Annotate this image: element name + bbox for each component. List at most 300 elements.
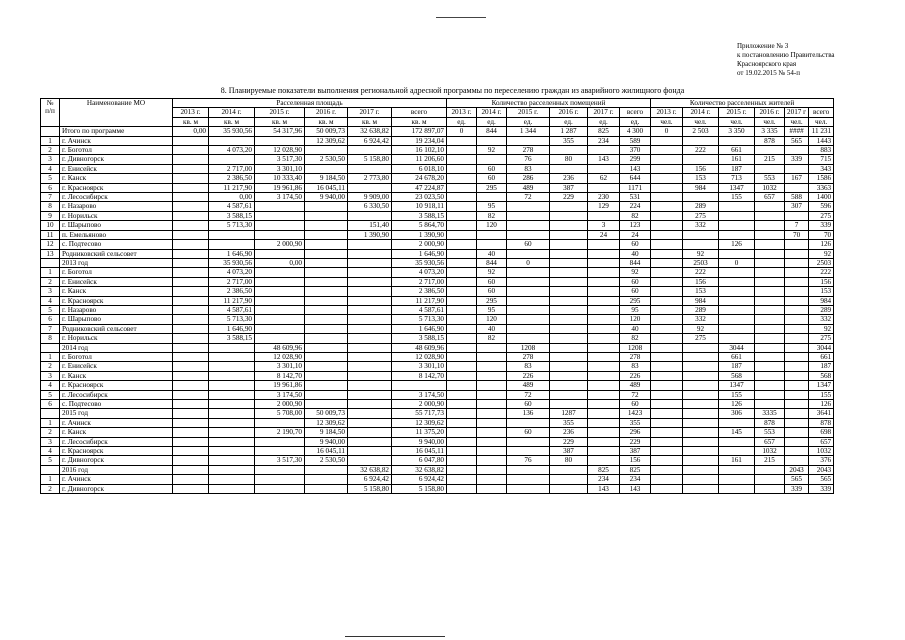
- residents-cell: [719, 334, 755, 343]
- residents-cell: 11 231: [809, 127, 834, 136]
- row-number: 1: [41, 418, 60, 427]
- area-cell: 5 158,80: [392, 484, 447, 493]
- premises-cell: 82: [477, 334, 507, 343]
- residents-cell: [651, 409, 683, 418]
- area-cell: [305, 164, 348, 173]
- residents-cell: [719, 296, 755, 305]
- year-header-area: 2013 г.: [173, 108, 209, 117]
- area-cell: 2 530,50: [305, 456, 348, 465]
- residents-cell: [755, 484, 785, 493]
- area-cell: [348, 305, 392, 314]
- premises-cell: [447, 324, 477, 333]
- area-cell: 5 713,30: [209, 221, 255, 230]
- municipality-name: г. Канск: [60, 287, 173, 296]
- premises-cell: [588, 362, 620, 371]
- residents-cell: [651, 437, 683, 446]
- area-cell: 2 717,00: [392, 277, 447, 286]
- area-cell: [305, 258, 348, 267]
- year-header-premises: 2015 г.: [507, 108, 550, 117]
- premises-cell: [507, 277, 550, 286]
- premises-cell: 296: [620, 428, 651, 437]
- premises-cell: [477, 475, 507, 484]
- table-body: [41, 127, 834, 494]
- premises-cell: [447, 428, 477, 437]
- premises-cell: 76: [507, 456, 550, 465]
- premises-cell: [588, 334, 620, 343]
- residents-cell: [719, 315, 755, 324]
- area-cell: 3 588,15: [392, 334, 447, 343]
- row-number: 4: [41, 447, 60, 456]
- residents-cell: [651, 277, 683, 286]
- residents-cell: [719, 287, 755, 296]
- residents-cell: 553: [755, 428, 785, 437]
- municipality-name: г. Ачинск: [60, 418, 173, 427]
- municipality-name: г. Дивногорск: [60, 456, 173, 465]
- premises-cell: [588, 456, 620, 465]
- area-cell: [209, 428, 255, 437]
- area-cell: [305, 465, 348, 474]
- residents-cell: [755, 371, 785, 380]
- residents-cell: [785, 390, 809, 399]
- area-cell: [348, 164, 392, 173]
- area-cell: [348, 277, 392, 286]
- premises-cell: 40: [477, 324, 507, 333]
- residents-cell: 126: [809, 400, 834, 409]
- residents-cell: [719, 230, 755, 239]
- residents-cell: [785, 418, 809, 427]
- residents-cell: [785, 352, 809, 361]
- premises-cell: [507, 249, 550, 258]
- residents-cell: [755, 315, 785, 324]
- residents-cell: 878: [755, 418, 785, 427]
- residents-cell: [651, 475, 683, 484]
- area-cell: [209, 409, 255, 418]
- premises-cell: [477, 371, 507, 380]
- residents-cell: [651, 155, 683, 164]
- residents-cell: 307: [785, 202, 809, 211]
- area-cell: [255, 465, 305, 474]
- area-cell: 9 909,00: [348, 193, 392, 202]
- area-cell: 48 609,96: [392, 343, 447, 352]
- municipality-name: г. Назарово: [60, 305, 173, 314]
- premises-cell: 95: [477, 305, 507, 314]
- municipality-name: г. Канск: [60, 428, 173, 437]
- year-header-residents: 2015 г.: [719, 108, 755, 117]
- premises-cell: [550, 465, 588, 474]
- residents-cell: 145: [719, 428, 755, 437]
- area-cell: [173, 428, 209, 437]
- table-row: [41, 193, 834, 202]
- municipality-name: п. Емельяново: [60, 230, 173, 239]
- table-row: [41, 268, 834, 277]
- area-cell: [173, 296, 209, 305]
- premises-cell: [550, 268, 588, 277]
- premises-cell: [588, 352, 620, 361]
- row-number: 1: [41, 136, 60, 145]
- residents-cell: 161: [719, 456, 755, 465]
- residents-cell: [651, 305, 683, 314]
- area-cell: [255, 447, 305, 456]
- residents-cell: 3044: [809, 343, 834, 352]
- premises-cell: 355: [620, 418, 651, 427]
- municipality-name: г. Дивногорск: [60, 155, 173, 164]
- premises-cell: [550, 249, 588, 258]
- premises-cell: [588, 315, 620, 324]
- premises-cell: 129: [588, 202, 620, 211]
- residents-cell: [785, 362, 809, 371]
- residents-cell: [719, 268, 755, 277]
- residents-cell: [785, 409, 809, 418]
- premises-cell: [550, 230, 588, 239]
- residents-cell: [719, 277, 755, 286]
- residents-cell: [785, 211, 809, 220]
- residents-cell: [755, 381, 785, 390]
- premises-cell: 489: [620, 381, 651, 390]
- residents-cell: 187: [719, 164, 755, 173]
- premises-cell: [447, 409, 477, 418]
- area-cell: [255, 296, 305, 305]
- residents-cell: [755, 296, 785, 305]
- municipality-name: с. Подтесово: [60, 400, 173, 409]
- municipality-name: г. Шарыпово: [60, 221, 173, 230]
- premises-cell: [447, 484, 477, 493]
- area-cell: [209, 418, 255, 427]
- residents-cell: 7: [785, 221, 809, 230]
- row-number: 3: [41, 371, 60, 380]
- area-cell: 10 918,11: [392, 202, 447, 211]
- row-number: [41, 465, 60, 474]
- premises-cell: [588, 409, 620, 418]
- area-cell: 3 517,30: [255, 155, 305, 164]
- residents-cell: 332: [809, 315, 834, 324]
- area-cell: 5 708,00: [255, 409, 305, 418]
- area-cell: [173, 362, 209, 371]
- residents-cell: [785, 240, 809, 249]
- residents-cell: 92: [809, 324, 834, 333]
- premises-cell: 844: [477, 258, 507, 267]
- premises-cell: 489: [507, 381, 550, 390]
- premises-cell: [550, 484, 588, 493]
- residents-cell: [651, 362, 683, 371]
- premises-cell: 92: [477, 268, 507, 277]
- residents-cell: [651, 465, 683, 474]
- residents-cell: [651, 418, 683, 427]
- premises-cell: 224: [620, 202, 651, 211]
- premises-cell: 825: [620, 465, 651, 474]
- premises-cell: 234: [620, 475, 651, 484]
- area-cell: 4 587,61: [209, 305, 255, 314]
- area-cell: [348, 400, 392, 409]
- residents-cell: 275: [809, 334, 834, 343]
- premises-cell: 72: [507, 390, 550, 399]
- residents-cell: 167: [785, 174, 809, 183]
- residents-cell: [755, 211, 785, 220]
- premises-cell: [447, 418, 477, 427]
- area-cell: [209, 371, 255, 380]
- area-cell: [305, 287, 348, 296]
- premises-cell: [507, 268, 550, 277]
- area-cell: [348, 418, 392, 427]
- residents-cell: 984: [809, 296, 834, 305]
- premises-cell: [507, 484, 550, 493]
- area-cell: 3 301,10: [392, 362, 447, 371]
- area-cell: [348, 240, 392, 249]
- area-cell: 3 301,10: [255, 164, 305, 173]
- premises-cell: 278: [507, 352, 550, 361]
- table-row: [41, 390, 834, 399]
- area-cell: [173, 211, 209, 220]
- residents-cell: 70: [809, 230, 834, 239]
- area-cell: [173, 193, 209, 202]
- area-cell: [348, 362, 392, 371]
- premises-cell: [588, 296, 620, 305]
- area-cell: [173, 155, 209, 164]
- area-cell: [255, 418, 305, 427]
- premises-cell: [507, 202, 550, 211]
- municipality-name: Итого по программе: [60, 127, 173, 136]
- residents-cell: [785, 381, 809, 390]
- residents-cell: 1586: [809, 174, 834, 183]
- area-cell: 2 386,50: [392, 287, 447, 296]
- residents-cell: [651, 456, 683, 465]
- premises-cell: 80: [550, 155, 588, 164]
- area-cell: 1 646,90: [392, 324, 447, 333]
- premises-cell: [550, 324, 588, 333]
- residents-cell: [683, 447, 719, 456]
- residents-cell: [651, 400, 683, 409]
- residents-cell: 3363: [809, 183, 834, 192]
- premises-cell: [447, 230, 477, 239]
- unit-header: кв. м: [348, 117, 392, 126]
- area-cell: [173, 447, 209, 456]
- residents-cell: [651, 240, 683, 249]
- residents-cell: [785, 146, 809, 155]
- year-header-area: всего: [392, 108, 447, 117]
- premises-cell: [550, 362, 588, 371]
- area-cell: [305, 305, 348, 314]
- premises-cell: 489: [507, 183, 550, 192]
- residents-cell: 215: [755, 456, 785, 465]
- residents-cell: 153: [683, 287, 719, 296]
- premises-cell: [588, 381, 620, 390]
- premises-cell: 1208: [620, 343, 651, 352]
- appendix-line: Приложение № 3: [737, 42, 789, 50]
- residents-cell: 376: [809, 456, 834, 465]
- premises-cell: 355: [550, 418, 588, 427]
- area-cell: [348, 352, 392, 361]
- residents-cell: [651, 136, 683, 145]
- residents-cell: [785, 437, 809, 446]
- municipality-name: г. Боготол: [60, 146, 173, 155]
- residents-cell: 661: [719, 352, 755, 361]
- unit-header: кв. м: [209, 117, 255, 126]
- table-row: [41, 183, 834, 192]
- area-cell: [209, 465, 255, 474]
- unit-header: чел.: [755, 117, 785, 126]
- premises-cell: [550, 211, 588, 220]
- premises-cell: [550, 315, 588, 324]
- row-number: 5: [41, 456, 60, 465]
- area-cell: [209, 390, 255, 399]
- area-cell: 35 930,56: [392, 258, 447, 267]
- year-header-residents: 2014 г.: [683, 108, 719, 117]
- area-cell: [305, 362, 348, 371]
- residents-cell: [683, 409, 719, 418]
- row-number: 1: [41, 352, 60, 361]
- area-cell: [209, 343, 255, 352]
- residents-cell: 156: [683, 277, 719, 286]
- area-cell: [173, 268, 209, 277]
- residents-cell: [755, 146, 785, 155]
- residents-cell: 657: [755, 437, 785, 446]
- row-number: 4: [41, 296, 60, 305]
- residents-cell: [683, 437, 719, 446]
- area-cell: 12 309,62: [392, 418, 447, 427]
- municipality-name: г. Енисейск: [60, 362, 173, 371]
- municipality-name: 2016 год: [60, 465, 173, 474]
- residents-cell: [651, 390, 683, 399]
- table-row: [41, 484, 834, 493]
- residents-cell: [651, 287, 683, 296]
- area-cell: [173, 352, 209, 361]
- premises-cell: [550, 202, 588, 211]
- residents-cell: 984: [683, 183, 719, 192]
- premises-cell: 83: [507, 164, 550, 173]
- premises-cell: [477, 343, 507, 352]
- residents-cell: 332: [683, 221, 719, 230]
- premises-cell: 0: [507, 258, 550, 267]
- table-row: [41, 174, 834, 183]
- table-row: [41, 409, 834, 418]
- residents-cell: 657: [809, 437, 834, 446]
- unit-header: кв. м: [305, 117, 348, 126]
- table-row: [41, 277, 834, 286]
- premises-cell: [588, 390, 620, 399]
- premises-cell: [507, 305, 550, 314]
- residents-cell: 2503: [683, 258, 719, 267]
- municipality-name: г. Шарыпово: [60, 315, 173, 324]
- area-cell: 50 009,73: [305, 127, 348, 136]
- residents-cell: [719, 447, 755, 456]
- area-cell: 8 142,70: [255, 371, 305, 380]
- premises-cell: [507, 230, 550, 239]
- area-cell: [305, 240, 348, 249]
- table-row: [41, 221, 834, 230]
- residents-cell: [683, 193, 719, 202]
- premises-cell: [447, 343, 477, 352]
- premises-cell: 76: [507, 155, 550, 164]
- premises-cell: 60: [620, 277, 651, 286]
- premises-cell: [550, 371, 588, 380]
- area-cell: [173, 381, 209, 390]
- table-row: [41, 418, 834, 427]
- area-cell: 2 386,50: [209, 174, 255, 183]
- residents-cell: 156: [809, 277, 834, 286]
- premises-cell: [588, 447, 620, 456]
- row-number: 3: [41, 155, 60, 164]
- area-cell: 19 961,86: [255, 183, 305, 192]
- table-row: [41, 447, 834, 456]
- area-cell: 5 713,30: [392, 315, 447, 324]
- area-cell: [348, 428, 392, 437]
- row-number: [41, 258, 60, 267]
- area-cell: 2 000,90: [392, 240, 447, 249]
- premises-cell: [447, 437, 477, 446]
- municipality-name: г. Боготол: [60, 268, 173, 277]
- area-cell: 1 646,90: [209, 249, 255, 258]
- area-cell: [209, 484, 255, 493]
- residents-cell: [651, 371, 683, 380]
- row-number: 2: [41, 484, 60, 493]
- area-cell: 48 609,96: [255, 343, 305, 352]
- residents-cell: 883: [809, 146, 834, 155]
- area-cell: 1 390,90: [348, 230, 392, 239]
- year-header-premises: 2013 г.: [447, 108, 477, 117]
- municipality-name: г. Ачинск: [60, 475, 173, 484]
- area-cell: [173, 277, 209, 286]
- premises-cell: [507, 334, 550, 343]
- premises-cell: [447, 456, 477, 465]
- area-cell: [348, 296, 392, 305]
- premises-cell: 143: [620, 164, 651, 173]
- residents-cell: [683, 418, 719, 427]
- premises-cell: 295: [620, 296, 651, 305]
- residents-cell: [683, 465, 719, 474]
- premises-cell: 60: [507, 240, 550, 249]
- row-number: 10: [41, 221, 60, 230]
- residents-cell: 553: [755, 174, 785, 183]
- premises-cell: [477, 418, 507, 427]
- residents-cell: 3 335: [755, 127, 785, 136]
- residents-cell: [785, 371, 809, 380]
- residents-cell: [755, 465, 785, 474]
- premises-cell: [588, 268, 620, 277]
- area-cell: [209, 437, 255, 446]
- residents-cell: [755, 343, 785, 352]
- area-cell: [209, 381, 255, 390]
- premises-cell: [447, 465, 477, 474]
- residents-cell: 2 503: [683, 127, 719, 136]
- premises-cell: [507, 465, 550, 474]
- table-row: [41, 428, 834, 437]
- premises-cell: 844: [477, 127, 507, 136]
- residents-cell: [651, 268, 683, 277]
- area-cell: 2 000,90: [392, 400, 447, 409]
- residents-cell: 92: [683, 249, 719, 258]
- residents-cell: 661: [809, 352, 834, 361]
- premises-cell: [477, 409, 507, 418]
- area-cell: [348, 437, 392, 446]
- residents-cell: 289: [809, 305, 834, 314]
- row-number: 6: [41, 183, 60, 192]
- premises-cell: 143: [588, 155, 620, 164]
- premises-cell: 234: [588, 136, 620, 145]
- area-cell: 3 174,50: [392, 390, 447, 399]
- area-cell: [305, 315, 348, 324]
- appendix-line: Красноярского края: [737, 60, 797, 68]
- residents-cell: [651, 164, 683, 173]
- area-cell: [255, 305, 305, 314]
- area-cell: [173, 174, 209, 183]
- row-number: 6: [41, 315, 60, 324]
- area-cell: 4 587,61: [209, 202, 255, 211]
- area-cell: [348, 287, 392, 296]
- scan-mark-top: [436, 17, 486, 18]
- area-cell: [305, 324, 348, 333]
- area-cell: [173, 465, 209, 474]
- year-header-residents: всего: [809, 108, 834, 117]
- premises-cell: 226: [507, 371, 550, 380]
